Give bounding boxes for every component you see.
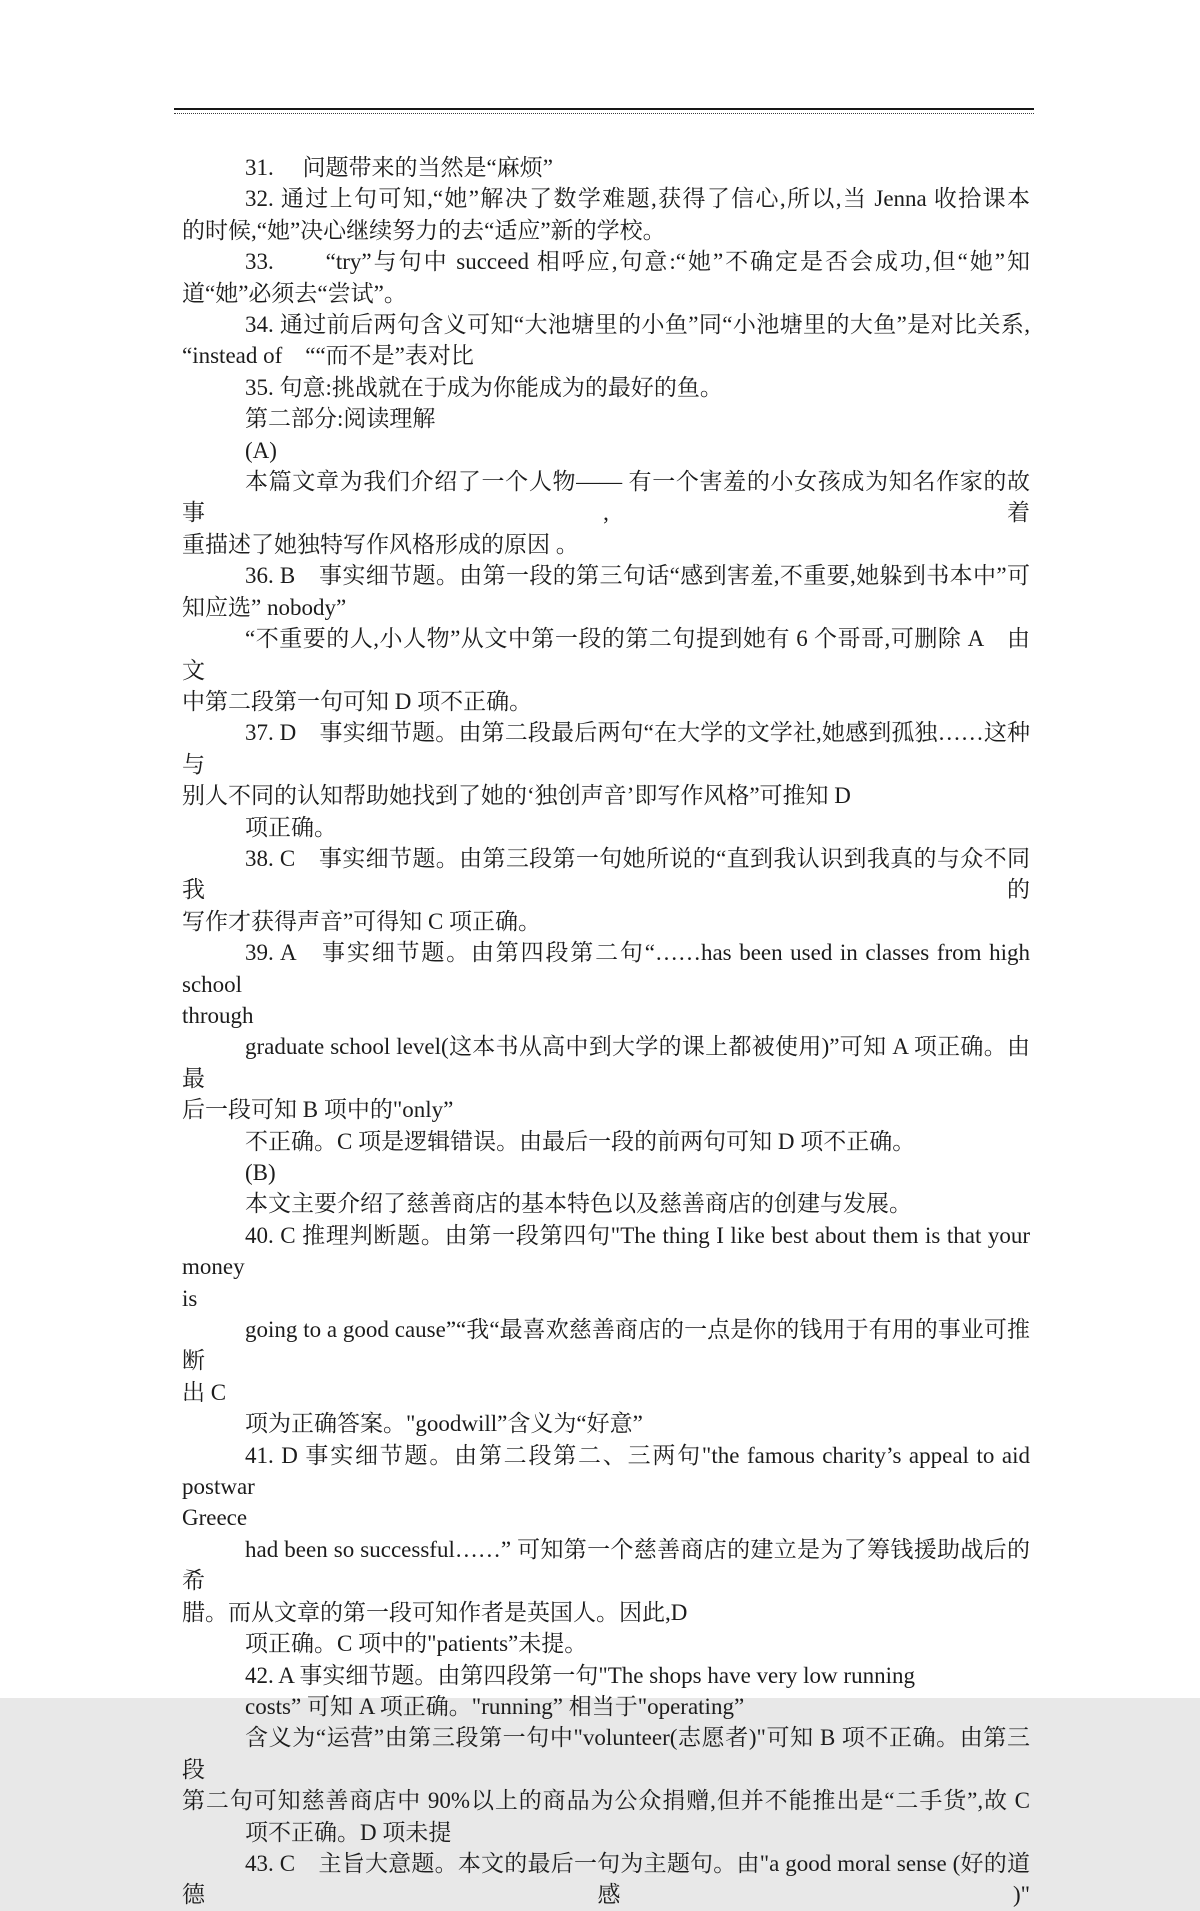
text-line: Greece xyxy=(182,1505,248,1531)
text-line: 本文主要介绍了慈善商店的基本特色以及慈善商店的创建与发展。 xyxy=(245,1191,912,1217)
text-line: 不正确。C 项是逻辑错误。由最后一段的前两句可知 D 项不正确。 xyxy=(245,1128,916,1154)
text-line: 项为正确答案。"goodwill”含义为“好意” xyxy=(245,1411,643,1437)
text-line: 知应选” nobody” xyxy=(182,594,347,620)
text-line: 出 C xyxy=(182,1379,227,1405)
text-line: 36. B 事实细节题。由第一段的第三句话“感到害羞,不重要,她躲到书本中”可 xyxy=(245,563,1030,589)
text-line: 第二部分:阅读理解 xyxy=(245,406,436,432)
text-line: 40. C 推理判断题。由第一段第四句"The thing I like best about them is that your money xyxy=(182,1222,1030,1280)
text-line: 写作才获得声音”可得知 C 项正确。 xyxy=(182,908,542,934)
text-line: 重描述了她独特写作风格形成的原因 。 xyxy=(182,531,579,557)
text-line: 42. A 事实细节题。由第四段第一句"The shops have very low running xyxy=(245,1662,915,1688)
text-line: “不重要的人,小人物”从文中第一段的第二句提到她有 6 个哥哥,可删除 A 由文 xyxy=(182,626,1030,683)
text-line: 37. D 事实细节题。由第二段最后两句“在大学的文学社,她感到孤独……这种与 xyxy=(182,720,1030,777)
lines-container xyxy=(182,152,1030,1911)
text-line: 35. 句意:挑战就在于成为你能成为的最好的鱼。 xyxy=(245,374,723,400)
text-line: 43. C 主旨大意题。本文的最后一句为主题句。由"a good moral sense (好的道德感)" xyxy=(182,1850,1030,1908)
text-line: 中第二段第一句可知 D 项不正确。 xyxy=(182,688,533,714)
text-line: 31. 问题带来的当然是“麻烦” xyxy=(245,155,553,180)
text-line: 38. C 事实细节题。由第三段第一句她所说的“直到我认识到我真的与众不同我的 xyxy=(182,845,1030,903)
text-line: 的时候,“她”决心继续努力的去“适应”新的学校。 xyxy=(182,217,666,243)
text-line: 32. 通过上句可知,“她”解决了数学难题,获得了信心,所以,当 Jenna 收拾课本 xyxy=(245,186,1030,212)
text-line: 41. D 事实细节题。由第二段第二、三两句"the famous charity’s appeal to aid postwar xyxy=(182,1442,1030,1500)
text-line: 第二句可知慈善商店中 90%以上的商品为公众捐赠,但并不能推出是“二手货”,故 C xyxy=(182,1788,1030,1814)
text-line: going to a good cause”“我“最喜欢慈善商店的一点是你的钱用于有用的事业可推断 xyxy=(182,1317,1030,1374)
text-line: 项正确。 xyxy=(245,814,337,840)
text-line: 后一段可知 B 项中的"only” xyxy=(182,1097,454,1123)
text-line: 33. “try”与句中 succeed 相呼应,句意:“她”不确定是否会成功,但“她”知 xyxy=(245,249,1030,275)
text-line: (B) xyxy=(245,1160,276,1185)
text-line: 道“她”必须去“尝试”。 xyxy=(182,280,407,306)
text-line: (A) xyxy=(245,437,277,463)
text-line: 腊。而从文章的第一段可知作者是英国人。因此,D xyxy=(182,1599,688,1625)
text-line: 含义为“运营”由第三段第一句中"volunteer(志愿者)"可知 B 项不正确。由第三段 xyxy=(182,1725,1030,1782)
text-line: 项正确。C 项中的"patients”未提。 xyxy=(245,1631,588,1657)
text-line: 别人不同的认知帮助她找到了她的‘独创声音’即写作风格”可推知 D xyxy=(182,783,851,809)
text-line: 项不正确。D 项未提 xyxy=(245,1819,452,1845)
text-line: 34. 通过前后两句含义可知“大池塘里的小鱼”同“小池塘里的大鱼”是对比关系, xyxy=(245,312,1030,338)
text-line: costs” 可知 A 项正确。"running” 相当于"operating” xyxy=(245,1693,745,1719)
text-line: 本篇文章为我们介绍了一个人物—— 有一个害羞的小女孩成为知名作家的故事,着 xyxy=(182,469,1030,526)
text-line: through xyxy=(182,1002,254,1028)
text-line: had been so successful……” 可知第一个慈善商店的建立是为了筹钱援助战后的希 xyxy=(182,1536,1030,1594)
text-line: “instead of ““而不是”表对比 xyxy=(182,343,474,369)
header-rule xyxy=(174,108,1034,114)
text-line: is xyxy=(182,1285,198,1311)
text-line: 39. A 事实细节题。由第四段第二句“……has been used in classes from high school xyxy=(182,940,1030,997)
text-line: graduate school level(这本书从高中到大学的课上都被使用)”可知 A 项正确。由最 xyxy=(182,1034,1030,1091)
